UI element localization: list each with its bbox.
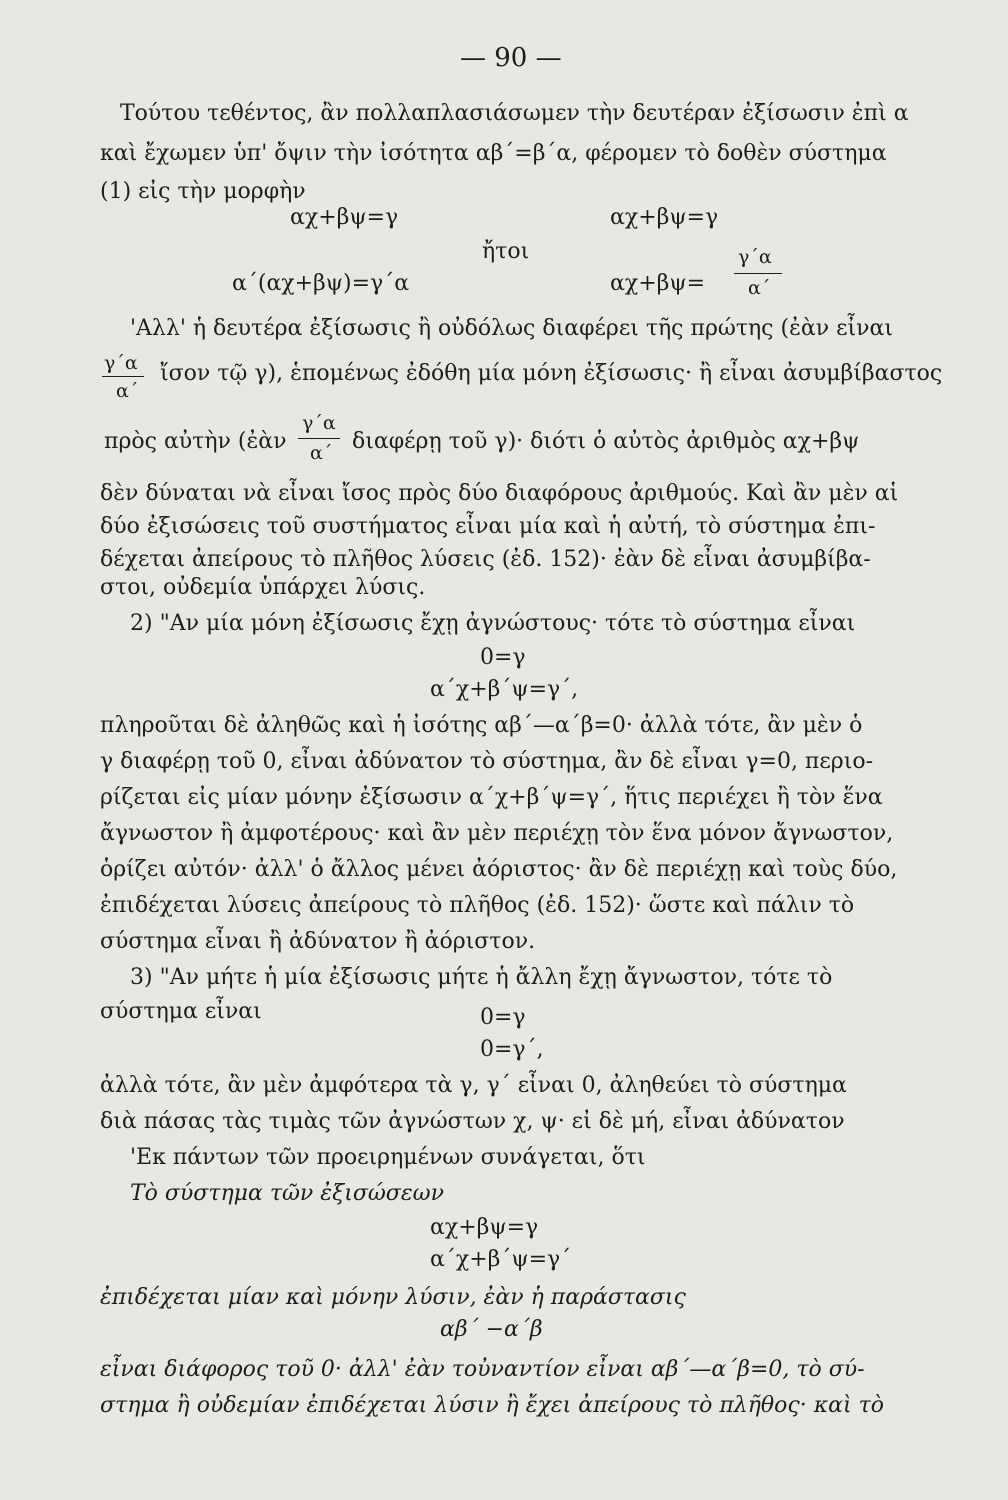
text-line: σύστημα εἶναι [100, 999, 262, 1024]
equation: αχ+βψ=γ [610, 205, 719, 230]
fraction-denominator: α΄ [116, 380, 139, 402]
text-line: γ διαφέρῃ τοῦ 0, εἶναι ἀδύνατον τὸ σύστημα, ἂν δὲ εἶναι γ=0, περιο- [100, 749, 874, 774]
text-line: ρίζεται εἰς μίαν μόνην ἐξίσωσιν α΄χ+β΄ψ=γ΄, ἥτις περιέχει ἢ τὸν ἕνα [100, 785, 883, 810]
text-line: ἀλλὰ τότε, ἂν μὲν ἀμφότερα τὰ γ, γ΄ εἶναι 0, ἀληθεύει τὸ σύστημα [100, 1073, 847, 1098]
text-line: ἐπιδέχεται λύσεις ἀπείρους τὸ πλῆθος (ἐδ. 152)· ὥστε καὶ πάλιν τὸ [100, 893, 855, 918]
text-line: πρὸς αὐτὴν (ἐὰν [104, 429, 287, 454]
text-line: ἐπιδέχεται μίαν καὶ μόνην λύσιν, ἐὰν ἡ παράστασις [100, 1285, 686, 1310]
text-line: 2) "Αν μία μόνη ἐξίσωσις ἔχῃ ἀγνώστους· τότε τὸ σύστημα εἶναι [130, 611, 856, 636]
text-line: στημα ἢ οὐδεμίαν ἐπιδέχεται λύσιν ἢ ἔχει ἀπείρους τὸ πλῆθος· καὶ τὸ [100, 1393, 885, 1418]
equation: αβ΄ −α΄β [440, 1317, 543, 1342]
equation: αχ+βψ= [610, 271, 706, 296]
equation: αχ+βψ=γ [430, 1215, 539, 1240]
text-line: καὶ ἔχωμεν ὑπ' ὄψιν τὴν ἰσότητα αβ΄=β΄α, φέρομεν τὸ δοθὲν σύστημα [100, 141, 887, 166]
text-line: (1) εἰς τὴν μορφὴν [100, 179, 306, 204]
equation: 0=γ΄, [480, 1037, 544, 1062]
fraction-numerator: γ΄α [104, 352, 138, 374]
text-line: ὁρίζει αὐτόν· ἀλλ' ὁ ἄλλος μένει ἀόριστος· ἂν δὲ περιέχῃ καὶ τοὺς δύο, [100, 857, 898, 882]
conjunction: ἤτοι [482, 239, 530, 264]
text-line: Τούτου τεθέντος, ἂν πολλαπλασιάσωμεν τὴν δευτέραν ἐξίσωσιν ἐπὶ α [120, 101, 909, 126]
text-line: διὰ πάσας τὰς τιμὰς τῶν ἀγνώστων χ, ψ· εἰ δὲ μή, εἶναι ἀδύνατον [100, 1109, 845, 1134]
equation: α΄χ+β΄ψ=γ΄, [430, 677, 579, 702]
fraction-bar [102, 376, 144, 377]
equation: αχ+βψ=γ [290, 205, 399, 230]
text-line: Τὸ σύστημα τῶν ἐξισώσεων [130, 1181, 444, 1206]
text-line: 'Αλλ' ἡ δευτέρα ἐξίσωσις ἢ οὐδόλως διαφέρει τῆς πρώτης (ἐὰν εἶναι [130, 316, 893, 341]
text-line: στοι, οὐδεμία ὑπάρχει λύσις. [100, 575, 426, 600]
text-line: 3) "Αν μήτε ἡ μία ἐξίσωσις μήτε ἡ ἄλλη ἔχῃ ἄγνωστον, τότε τὸ [130, 965, 833, 990]
text-line: δὲν δύναται νὰ εἶναι ἴσος πρὸς δύο διαφόρους ἀριθμούς. Καὶ ἂν μὲν αἱ [100, 481, 899, 506]
page-number: — 90 — [460, 43, 562, 73]
fraction-numerator: γ΄α [738, 246, 772, 268]
text-line: 'Εκ πάντων τῶν προειρημένων συνάγεται, ὅτι [130, 1145, 646, 1170]
fraction-denominator: α΄ [310, 442, 333, 464]
equation: 0=γ [480, 1005, 526, 1030]
text-line: εἶναι διάφορος τοῦ 0· ἀλλ' ἐὰν τοὐναντίον εἶναι αβ΄—α΄β=0, τὸ σύ- [100, 1357, 865, 1382]
text-line: διαφέρῃ τοῦ γ)· διότι ὁ αὐτὸς ἀριθμὸς αχ+βψ [352, 429, 860, 454]
equation: α΄(αχ+βψ)=γ΄α [232, 271, 410, 296]
fraction-denominator: α΄ [748, 277, 771, 299]
text-line: πληροῦται δὲ ἀληθῶς καὶ ἡ ἰσότης αβ΄—α΄β=0· ἀλλὰ τότε, ἂν μὲν ὁ [100, 713, 863, 738]
equation: 0=γ [480, 645, 526, 670]
equation: α΄χ+β΄ψ=γ΄ [430, 1247, 572, 1272]
text-line: ἄγνωστον ἢ ἀμφοτέρους· καὶ ἂν μὲν περιέχῃ τὸν ἕνα μόνον ἄγνωστον, [100, 821, 894, 846]
fraction-bar [734, 273, 782, 274]
text-line: σύστημα εἶναι ἢ ἀδύνατον ἢ ἀόριστον. [100, 929, 536, 954]
text-line: δύο ἐξισώσεις τοῦ συστήματος εἶναι μία καὶ ἡ αὐτή, τὸ σύστημα ἐπι- [100, 514, 876, 539]
fraction-bar [298, 438, 340, 439]
text-line: δέχεται ἀπείρους τὸ πλῆθος λύσεις (ἐδ. 152)· ἐὰν δὲ εἶναι ἀσυμβίβα- [100, 547, 871, 572]
text-line: ἴσον τῷ γ), ἑπομένως ἐδόθη μία μόνη ἐξίσωσις· ἢ εἶναι ἀσυμβίβαστος [160, 361, 943, 386]
fraction-numerator: γ΄α [302, 412, 336, 434]
